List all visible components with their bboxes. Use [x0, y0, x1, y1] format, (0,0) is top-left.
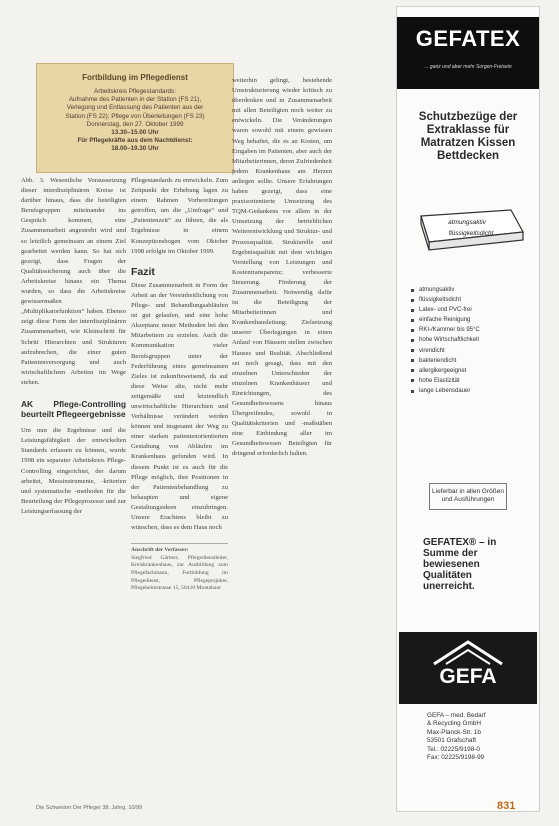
section-heading: AK Pflege-Controlling beurteilt Pflegeergebnisse — [21, 398, 126, 419]
body-paragraph: Um nun die Ergebnisse und die Leistungsfähigkeit der entwickelten Standards erfassen zu können, wurde 1998 ein separater Arbeitskreis Pflege-Controlling eingerichtet, der darum arbeitet, Messinstrumente, -kriterien und systematische -methoden für die Beurteilung der Pflegeprozesse und zur Leistungserfassung der — [21, 427, 126, 515]
ad-sizes-box: Lieferbar in allen Größen und Ausführungen — [429, 483, 507, 510]
ad-badge-top: atmungsaktiv — [448, 219, 486, 226]
address-line: & Recycling GmbH — [427, 720, 481, 728]
address-line: Fax: 02225/9198-99 — [427, 754, 485, 762]
info-box-time: 18.00–19.30 Uhr — [111, 145, 159, 153]
body-paragraph: weiterhin gelingt, bestehende Umstrukturierung wieder kritisch zu überdenken und in Zusammenarbeit mit allen Beteiligten noch weiter zu entwickeln. Die Veränderungen waren sowohl mit einem gewissen Weg behaftet, die es an Kosten, um Eingaben im Patienten, aber auch der Mitarbeiterinnen, deren Zufriedenheit jedem Krankenhaus am Herzen anliegen sollte. Unsere Erfahrungen haben gezeigt, dass eine praxisorientierte Umsetzung des TQM-Gedankens vor allem in der Umsetzung der betrieblichen Weiterentwicklung und Struktur- und Prozessqualität. Strukturelle und Ergebnisqualität mit dem wichtigen Vorstellung von Leistungen und Kostentransparenz; verbesserte Steuerung. Förderung der Zusammenarbeit. Notwendig dafür ist die Beteiligung der Mitarbeiterinnen und Krankenhausleitung; Zielsetzung unserer Überlegungen in einen Anlauf von Häusern stellen zwischen Hauses und Realität. Abschließend sei noch gesagt, dass mit den einzelnen Unterschieden der einzelnen Krankenhäuser und Einrichtungen, des Gesundheitswesens hinaus Übergreifendes, sowohl in Qualitätskriterien und -maßstäben eine Einbindung aller im Gesundheitswesen Beteiligten für dringend erforderlich halten. — [232, 77, 332, 458]
body-paragraph: Pflegestandards zu entwickeln. Zum Zeitpunkt der Erhebung lagen zu einem Rahmen Vorbereitungen getroffen, um die „Umfrage“ und „Patientenzeit“ zu führen, die als Ergebnisse in einem Konzeptionsbogen vom Oktober 1998 erfolgte im Oktober 1999. — [131, 177, 228, 255]
author-note-title: Anschrift der Verfasser: — [131, 547, 189, 554]
mattress-illustration-icon — [407, 202, 529, 268]
gefa-logo: GEFA — [439, 665, 497, 688]
ad-feature-item: einfache Reinigung — [411, 315, 535, 325]
ad-feature-item: atmungsaktiv — [411, 285, 535, 295]
ad-feature-item: lange Lebensdauer — [411, 386, 535, 396]
body-paragraph: Abb. 3. Wesentliche Voraussetzung dieser interdisziplinären Kreise ist darüber hinaus, dass die beteiligten Berufsgruppen miteinander ins Gespräch kommen, eine Zusammenarbeit angestrebt wird und so letztlich gemeinsam an einem Ziel gearbeitet werden kann. So hat sich gezeigt, dass Fragen der Qualitätssicherung auch über die Arbeitskreise hinaus ein Thema wurden, so dass die Arbeitskreise gewissermaßen „Multiplikatorfunktion“ haben. Ebenso zeigt diese Form der interdisziplinären Zusammenarbeit, wie Kleinschritt für Schritt Hierarchien und Strukturen aufzubrechen, die einer guten Patientenversorgung und auch wirtschaftlichem Arbeiten im Wege stehen. — [21, 177, 126, 386]
ad-feature-item: allergikergeeignet — [411, 366, 535, 376]
ad-claim: GEFATEX® – in Summe der bewiesenen Qualitäten unerreicht. — [423, 537, 497, 592]
address-line: Tel.: 02225/9198-0 — [427, 745, 480, 753]
footer-journal: Die Schwester Der Pfleger 38. Jahrg. 10/99 — [36, 805, 143, 811]
info-box-line: Station (FS 22); Pflege von Überleitungen (FS 23) — [65, 112, 205, 120]
ad-feature-list — [411, 285, 535, 396]
info-box-line: Aufnahme des Patienten in der Station (FS 21), — [68, 96, 202, 104]
ad-feature-item: RKI-/Kammer bis 95°C — [411, 325, 535, 335]
ad-feature-item: Latex- und PVC-frei — [411, 305, 535, 315]
ad-feature-item: virendicht — [411, 346, 535, 356]
gefa-roof-icon — [399, 638, 537, 668]
ad-feature-item: bakteriendicht — [411, 356, 535, 366]
info-box-line: Donnerstag, den 27. Oktober 1999 — [86, 120, 184, 128]
ad-feature-item: hohe Wirtschaftlichkeit — [411, 335, 535, 345]
info-box-line: Verlegung und Entlassung des Patienten aus der — [66, 104, 204, 112]
gefatex-logo: GEFATEX — [415, 26, 521, 51]
ad-slogan: ... ganz und aber mehr Sorgen-Freisein — [424, 64, 512, 70]
column-3 — [232, 76, 332, 460]
info-box-line: Für Pflegekräfte aus dem Nachtdienst: — [77, 137, 193, 145]
ad-headline: Schutzbezüge der Extraklasse für Matratzen Kissen Bettdecken — [418, 111, 518, 162]
info-box-time: 13.30–15.00 Uhr — [111, 129, 159, 137]
info-box — [36, 63, 234, 173]
column-2 — [131, 176, 228, 593]
column-1 — [21, 176, 126, 517]
ad-feature-item: flüssigkeitsdicht — [411, 295, 535, 305]
address-line: GEFA – med. Bedarf — [427, 712, 486, 719]
ad-badge-bottom: flüssigkeitsdicht — [448, 230, 494, 237]
body-paragraph: Diese Zusammenarbeit in Form der Arbeit an der Vereinheitlichung von Pflege- und Behandlungsabläufen ist gut gelaufen, und eine hohe Akzeptanz neuer Methoden bei den Mitarbeitern zu erzielen. Auch die Kommunikation vieler Berufsgruppen unter der Federführung eines gemeinsamen Zieles ist zukunftsweisend, da auf diese Weise alte, nicht mehr zeitgemäße und letztendlich unwirtschaftliche Hierarchien und Verhältnisse verändert werden können und insgesamt der Weg zu einer starken patientenorientierten Gestaltung von Abläufen im Krankenhaus gefunden wird. In diesem Punkt ist es auch für die Pflege möglich, ihre Positionen in der Patientenbehandlung zu behaupten und eigene Gestaltungsideen einzubringen. Unsere Erachtens bleibt zu wünschen, dass es dem Haus noch — [131, 281, 228, 532]
section-heading-fazit: Fazit — [131, 265, 155, 278]
advertisement — [396, 6, 540, 812]
address-line: 53501 Grafschaft — [427, 737, 477, 745]
info-box-title: Fortbildung im Pflegedienst — [82, 73, 188, 82]
author-note: Siegfried Gärtner, Pflegedienstleiter, Kreiskrankenhaus, zur Ausbildung zum Pflegefachmann, Fortbildung im Pflegedienst, Pflegeprojekte, Pflegeheimstrasse 15, 56410 Montabaur — [131, 554, 228, 592]
info-box-line: Arbeitskreis Pflegestandards: — [94, 88, 176, 95]
address-line: Max-Planck-Str. 1b — [427, 728, 481, 736]
ad-address — [427, 712, 535, 762]
ad-feature-item: hohe Elastizität — [411, 376, 535, 386]
page-number: 831 — [497, 800, 516, 812]
